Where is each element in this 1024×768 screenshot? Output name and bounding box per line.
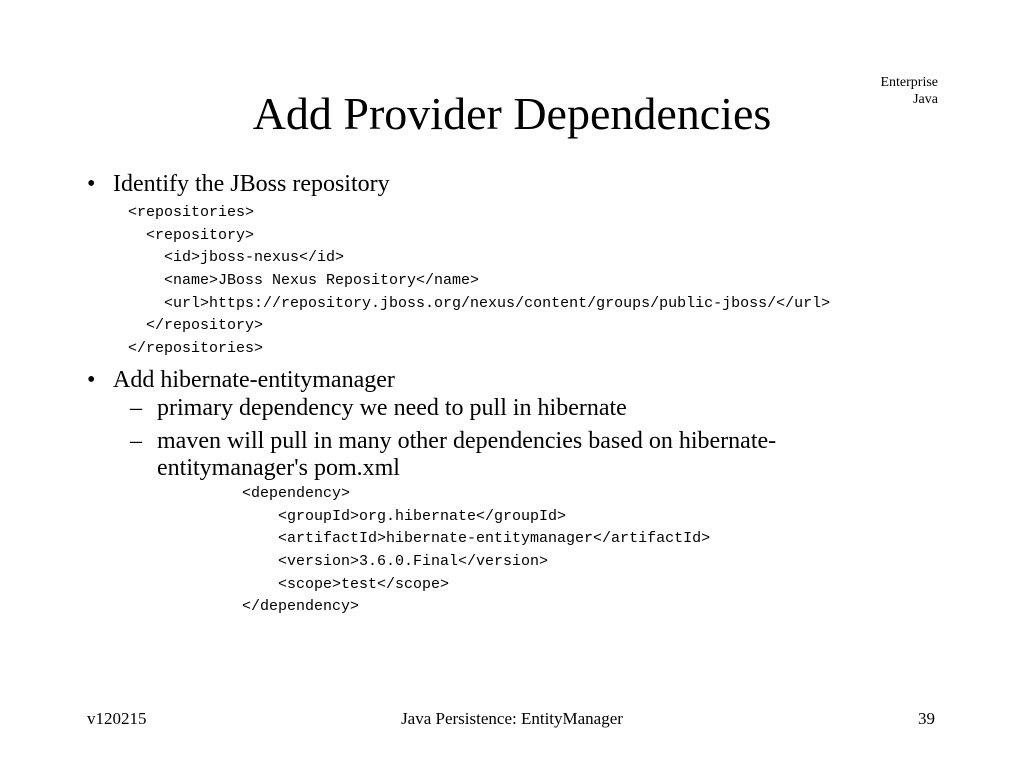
sub-bullet-text-line1: maven will pull in many other dependencies based on hibernate- bbox=[157, 428, 777, 454]
code-line: <groupId>org.hibernate</groupId> bbox=[242, 507, 567, 525]
footer-page-number: 39 bbox=[918, 709, 935, 728]
code-line: <id>jboss-nexus</id> bbox=[128, 249, 345, 267]
corner-label-line1: Enterprise bbox=[880, 75, 938, 90]
code-line: </dependency> bbox=[242, 598, 360, 616]
sub-bullet-marker: – bbox=[130, 428, 142, 454]
footer-version: v120215 bbox=[87, 709, 147, 728]
bullet-text: Identify the JBoss repository bbox=[113, 171, 390, 197]
dependency-code-block bbox=[242, 483, 710, 619]
code-line: <version>3.6.0.Final</version> bbox=[242, 553, 549, 571]
code-line: <dependency> bbox=[242, 485, 351, 502]
corner-label-line2: Java bbox=[913, 92, 938, 107]
code-line: <name>JBoss Nexus Repository</name> bbox=[128, 272, 480, 290]
bullet-marker: • bbox=[87, 171, 96, 197]
code-line: </repository> bbox=[128, 317, 264, 335]
code-line: <artifactId>hibernate-entitymanager</artifactId> bbox=[242, 530, 711, 548]
code-line: <repositories> bbox=[128, 204, 255, 221]
sub-bullet-text-line2: entitymanager's pom.xml bbox=[157, 455, 400, 481]
slide-title: Add Provider Dependencies bbox=[252, 88, 772, 139]
code-line: <repository> bbox=[128, 226, 255, 244]
code-line: </repositories> bbox=[128, 340, 264, 358]
sub-bullet-marker: – bbox=[130, 395, 142, 421]
code-line: <url>https://repository.jboss.org/nexus/content/groups/public-jboss/</url> bbox=[128, 294, 831, 312]
bullet-text: Add hibernate-entitymanager bbox=[113, 367, 395, 393]
code-line: <scope>test</scope> bbox=[242, 575, 450, 593]
bullet-marker: • bbox=[87, 367, 96, 393]
sub-bullet-text: primary dependency we need to pull in hibernate bbox=[157, 395, 627, 421]
repositories-code-block bbox=[128, 202, 830, 361]
footer-course-title: Java Persistence: EntityManager bbox=[401, 709, 623, 728]
